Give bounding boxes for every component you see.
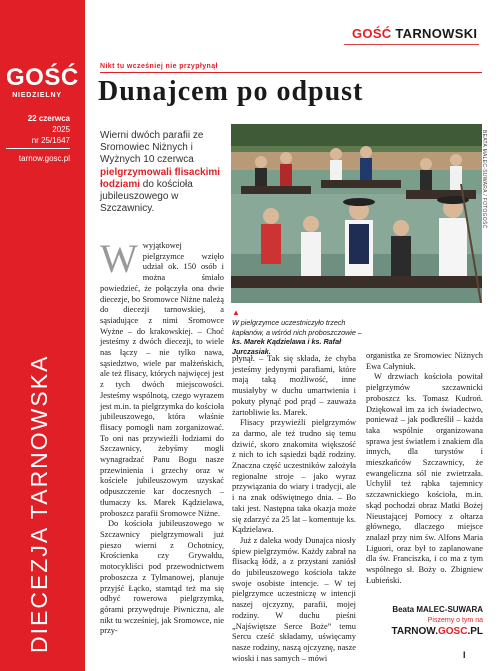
more-url-link[interactable] (366, 626, 483, 637)
brand-region: TARNOWSKI (395, 26, 478, 41)
logo-sub-text: NIEDZIELNY (12, 92, 62, 99)
vertical-section-title: DIECEZJA TARNOWSKA (26, 354, 52, 653)
sidebar-divider (6, 148, 70, 149)
raft-pilgrims-illustration (231, 124, 482, 303)
article-lead (100, 130, 225, 215)
paragraph: Flisacy przywieźli pielgrzymów za darmo, ale też trudno się temu dziwić, skoro znakomita większość z nich to ich sąsiedzi bądź rodziny. Znaczna część uczestników założyła regionalne stroje – jako wyraz przywiązania do wiary i tradycji, ale i na znak odświętnego dnia. – Bo taki jest. Następna taka okazja może się zdarzyć za 25 lat – komentuje ks. Kądzielawa. (232, 418, 356, 535)
article-title: Dunajcem po odpust (98, 76, 364, 107)
lead-text-2: do kościoła jubileuszowego w Szczawnicy. (100, 178, 193, 215)
issue-info (6, 113, 70, 146)
photo-caption (232, 308, 372, 357)
header-divider (344, 44, 479, 45)
red-sidebar (0, 0, 85, 671)
pilgrimage-photo (231, 124, 482, 303)
url-part-red: GOSC (437, 626, 468, 637)
caption-text: W pielgrzymce uczestniczyło trzech kapłanów, a wśród nich proboszczowie – (232, 317, 362, 337)
website-link[interactable]: tarnow.gosc.pl (18, 154, 70, 163)
issue-number: nr 25/1647 (31, 136, 70, 145)
paragraph: W drzwiach kościoła powitał pielgrzymów szczawnicki proboszcz ks. Tomasz Kudroń. Dziękował im za ich świadectwo, ponieważ – jak podkreślił – każda taka wspólnie organizowana sprawa jest światłem i znakiem dla innych, dla turystów i mieszkańców Szczawnicy, że ewangeliczna sól nie zwietrzała. Uchylił też rąbka tajemnicy szczawnickiego kościoła, m.in. skąd pochodzi obraz Matki Bożej Nieustającej Pomocy z ołtarza głównego, dlaczego miejsce znalazł przy nim św. Alfons Maria Liguori, oraz był to zaplanowane dla św. Franciszka, i co ma z tym wspólnego sł. Boży o. Zbigniew Łubieński. (366, 372, 483, 585)
article-kicker: Nikt tu wcześniej nie przypłynął (100, 63, 218, 70)
gosc-logo (6, 64, 79, 99)
page-number: I (463, 650, 466, 660)
caption-bold: ks. Marek Kądzielawa i ks. Rafał Jurczasiak. (232, 337, 342, 357)
paragraph (100, 236, 224, 519)
url-part-end: .PL (467, 626, 483, 637)
article-column-1 (100, 236, 224, 637)
brand-gosc: GOŚĆ (352, 26, 392, 41)
paragraph: organistka ze Sromowiec Niżnych Ewa Całyniuk. (366, 351, 483, 371)
photo-credit: BEATA MALEC-SUWARA / FOTOGOŚĆ (481, 130, 487, 229)
article-column-3 (366, 351, 483, 586)
paragraph: płynął. – Tak się składa, że chyba jesteśmy jedynymi parafiami, które mają taką możliwość, inne musiałyby w duchu umartwienia i pokuty płynąć pod prąd – zauważa żartobliwie ks. Marek. (232, 354, 356, 417)
issue-date: 22 czerwca (27, 114, 70, 123)
drop-cap: W (100, 236, 138, 281)
issue-year: 2025 (52, 125, 70, 134)
paragraph: Do kościoła jubileuszowego w Szczawnicy pielgrzymowali już pieszo wierni z Ochotnicy, Krościenka czy Grywałdu, motocykliści pod przewodnictwem proboszcza z Tylmanowej, planuje przyjść Łącko, stamtąd też ma się odbyć rowerowa pielgrzymka, górami przywędruje Piwniczna, ale nikt tu wcześniej, jak Sromowce, nie przy- (100, 519, 224, 636)
logo-main-text: GOŚĆ (6, 64, 79, 91)
paragraph: Już z daleka wody Dunajca niosły śpiew pielgrzymów. Każdy zabrał na flisacką łódź, a z przystani zaniósł do jubileuszowego kościoła także swoje osobiste intencje. – W tej pielgrzymce uczestniczę w intencji naszej ojczyzny, parafii, mojej rodziny. W duchu pieśni „Najświętsze Serce Boże” temu Sercu cześć składamy, uświęcamy nasze rodziny, naszą ojczyznę, nasze wioski i nas samych – mówi (232, 535, 356, 663)
url-part-main: TARNOW. (391, 626, 438, 637)
paragraph-text: wyjątkowej pielgrzymce wzięło udział ok. 150 osób i można śmiało powiedzieć, że połączyła ona dwie diecezje, bo Sromowce Niżne należą do diecezji tarnowskiej, a sąsiadujące z nimi Sromowce Wyżne – do krakowskiej. – Choć jesteśmy z dwóch diecezji, to wiele nas łączy – nie tylko nawa, sąsiedztwo, wiele par małżeńskich, ale też flisacy, których najwięcej jest z tych dwóch miejscowości. Jesteśmy wspólnotą, czego wyrazem jest m.in. ta pielgrzymka do kościoła jubileuszowego, która właśnie flisacy pomogli nam zorganizować. To oni nas przywieźli łodziami do Szczawnicy, żebyśmy mogli wynagradzać Panu Bogu nasze przewinienia i grzechy oraz w kościele jubileuszowym uzyskać odpuszczenie kar doczesnych – tłumaczy ks. Marek Kądzielawa, proboszcz parafii Sromowce Niżne. (100, 241, 224, 518)
kicker-divider (100, 72, 482, 73)
lead-bold: pielgrzymowali flisackimi łodziami (100, 166, 221, 190)
more-label: Piszemy o tym na (427, 617, 483, 624)
lead-text-1: Wierni dwóch parafii ze Sromowiec Niżnych i Wyżnych 10 czerwca (100, 130, 204, 166)
header-brand (352, 26, 477, 41)
caption-arrow-icon: ▲ (232, 308, 240, 317)
article-author: Beata MALEC-SUWARA (392, 605, 483, 614)
article-column-2 (232, 354, 356, 664)
